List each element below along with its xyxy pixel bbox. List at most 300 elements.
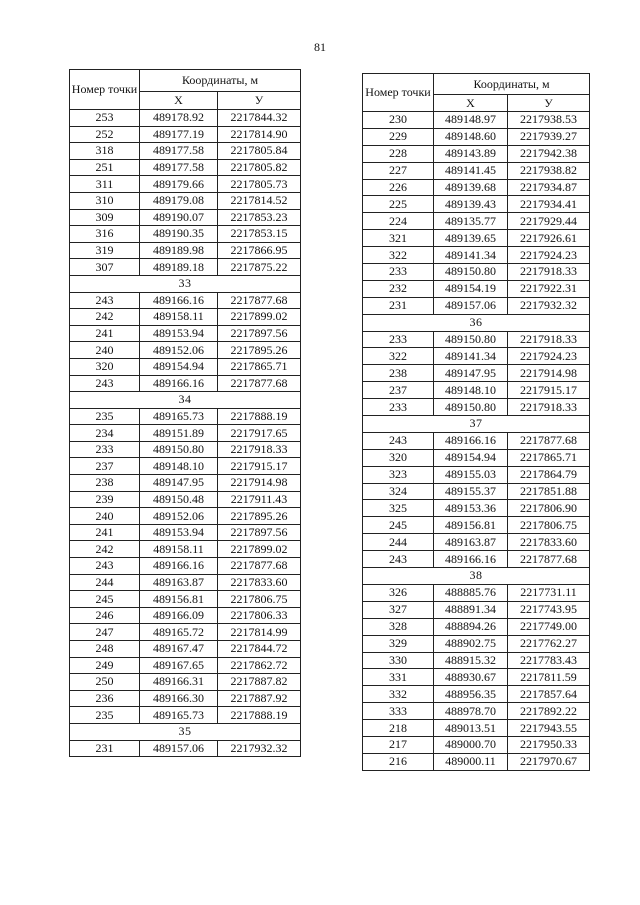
section-row bbox=[70, 392, 301, 409]
y-coordinate-cell: 2217833.60 bbox=[508, 534, 590, 551]
point-number-cell: 310 bbox=[70, 192, 140, 209]
point-number-cell: 232 bbox=[363, 280, 434, 297]
y-coordinate-cell: 2217924.23 bbox=[508, 247, 590, 264]
table-row bbox=[363, 736, 590, 753]
y-coordinate-cell: 2217924.23 bbox=[508, 348, 590, 365]
table-row bbox=[363, 432, 590, 449]
table-row bbox=[70, 159, 301, 176]
table-row bbox=[70, 558, 301, 575]
table-row bbox=[363, 720, 590, 737]
point-number-cell: 241 bbox=[70, 325, 140, 342]
y-coordinate-cell: 2217917.65 bbox=[218, 425, 301, 442]
point-number-cell: 325 bbox=[363, 500, 434, 517]
x-coordinate-cell: 489158.11 bbox=[140, 541, 218, 558]
y-coordinate-cell: 2217805.82 bbox=[218, 159, 301, 176]
y-coordinate-cell: 2217866.95 bbox=[218, 242, 301, 259]
x-coordinate-cell: 489000.11 bbox=[434, 753, 508, 770]
y-coordinate-cell: 2217875.22 bbox=[218, 259, 301, 276]
x-coordinate-cell: 489153.36 bbox=[434, 500, 508, 517]
section-row bbox=[70, 723, 301, 740]
y-coordinate-cell: 2217877.68 bbox=[218, 375, 301, 392]
x-coordinate-cell: 489156.81 bbox=[434, 517, 508, 534]
table-row bbox=[70, 242, 301, 259]
header-x: Х bbox=[140, 92, 218, 110]
table-row bbox=[363, 382, 590, 399]
point-number-cell: 238 bbox=[70, 475, 140, 492]
point-number-cell: 239 bbox=[70, 491, 140, 508]
y-coordinate-cell: 2217897.56 bbox=[218, 524, 301, 541]
x-coordinate-cell: 489165.72 bbox=[140, 624, 218, 641]
x-coordinate-cell: 489139.43 bbox=[434, 196, 508, 213]
y-coordinate-cell: 2217895.26 bbox=[218, 342, 301, 359]
table-row bbox=[363, 753, 590, 770]
point-number-cell: 328 bbox=[363, 618, 434, 635]
y-coordinate-cell: 2217943.55 bbox=[508, 720, 590, 737]
x-coordinate-cell: 489141.34 bbox=[434, 348, 508, 365]
header-y: У bbox=[508, 95, 590, 112]
x-coordinate-cell: 489150.80 bbox=[434, 399, 508, 416]
table-row bbox=[70, 607, 301, 624]
table-row bbox=[70, 674, 301, 691]
point-number-cell: 231 bbox=[363, 297, 434, 314]
point-number-cell: 224 bbox=[363, 213, 434, 230]
header-coordinates: Координаты, м bbox=[140, 70, 301, 92]
y-coordinate-cell: 2217865.71 bbox=[218, 358, 301, 375]
table-row bbox=[70, 491, 301, 508]
point-number-cell: 243 bbox=[363, 551, 434, 568]
y-coordinate-cell: 2217914.98 bbox=[218, 475, 301, 492]
y-coordinate-cell: 2217887.92 bbox=[218, 690, 301, 707]
y-coordinate-cell: 2217844.72 bbox=[218, 641, 301, 658]
table-row bbox=[363, 669, 590, 686]
x-coordinate-cell: 489166.09 bbox=[140, 607, 218, 624]
x-coordinate-cell: 489150.48 bbox=[140, 491, 218, 508]
y-coordinate-cell: 2217888.19 bbox=[218, 408, 301, 425]
table-row bbox=[363, 297, 590, 314]
y-coordinate-cell: 2217805.84 bbox=[218, 143, 301, 160]
section-number: 38 bbox=[363, 568, 590, 585]
y-coordinate-cell: 2217814.99 bbox=[218, 624, 301, 641]
x-coordinate-cell: 489141.45 bbox=[434, 162, 508, 179]
x-coordinate-cell: 489139.65 bbox=[434, 230, 508, 247]
y-coordinate-cell: 2217833.60 bbox=[218, 574, 301, 591]
section-number: 35 bbox=[70, 723, 301, 740]
y-coordinate-cell: 2217877.68 bbox=[218, 292, 301, 309]
point-number-cell: 218 bbox=[363, 720, 434, 737]
x-coordinate-cell: 489148.10 bbox=[140, 458, 218, 475]
y-coordinate-cell: 2217888.19 bbox=[218, 707, 301, 724]
point-number-cell: 245 bbox=[70, 591, 140, 608]
point-number-cell: 242 bbox=[70, 309, 140, 326]
x-coordinate-cell: 489163.87 bbox=[140, 574, 218, 591]
table-row bbox=[363, 652, 590, 669]
x-coordinate-cell: 489166.16 bbox=[434, 551, 508, 568]
y-coordinate-cell: 2217938.82 bbox=[508, 162, 590, 179]
table-row bbox=[363, 584, 590, 601]
x-coordinate-cell: 489177.58 bbox=[140, 143, 218, 160]
coordinates-table-left bbox=[69, 69, 301, 757]
table-row bbox=[70, 292, 301, 309]
table-row bbox=[363, 534, 590, 551]
x-coordinate-cell: 489166.16 bbox=[434, 432, 508, 449]
point-number-cell: 321 bbox=[363, 230, 434, 247]
x-coordinate-cell: 489189.98 bbox=[140, 242, 218, 259]
point-number-cell: 246 bbox=[70, 607, 140, 624]
table-row bbox=[363, 601, 590, 618]
x-coordinate-cell: 489179.08 bbox=[140, 192, 218, 209]
point-number-cell: 316 bbox=[70, 226, 140, 243]
y-coordinate-cell: 2217934.41 bbox=[508, 196, 590, 213]
y-coordinate-cell: 2217895.26 bbox=[218, 508, 301, 525]
table-row bbox=[363, 449, 590, 466]
point-number-cell: 253 bbox=[70, 110, 140, 127]
y-coordinate-cell: 2217805.73 bbox=[218, 176, 301, 193]
point-number-cell: 225 bbox=[363, 196, 434, 213]
table-row bbox=[70, 259, 301, 276]
table-row bbox=[70, 375, 301, 392]
y-coordinate-cell: 2217918.33 bbox=[508, 264, 590, 281]
table-row bbox=[70, 657, 301, 674]
y-coordinate-cell: 2217892.22 bbox=[508, 703, 590, 720]
point-number-cell: 233 bbox=[363, 399, 434, 416]
y-coordinate-cell: 2217877.68 bbox=[508, 432, 590, 449]
x-coordinate-cell: 489167.47 bbox=[140, 641, 218, 658]
x-coordinate-cell: 489190.07 bbox=[140, 209, 218, 226]
point-number-cell: 244 bbox=[363, 534, 434, 551]
y-coordinate-cell: 2217926.61 bbox=[508, 230, 590, 247]
y-coordinate-cell: 2217806.75 bbox=[508, 517, 590, 534]
x-coordinate-cell: 489167.65 bbox=[140, 657, 218, 674]
table-row bbox=[363, 517, 590, 534]
y-coordinate-cell: 2217918.33 bbox=[508, 331, 590, 348]
x-coordinate-cell: 489147.95 bbox=[434, 365, 508, 382]
table-row bbox=[363, 247, 590, 264]
table-row bbox=[363, 635, 590, 652]
y-coordinate-cell: 2217862.72 bbox=[218, 657, 301, 674]
section-row bbox=[70, 275, 301, 292]
table-row bbox=[363, 399, 590, 416]
y-coordinate-cell: 2217938.53 bbox=[508, 112, 590, 129]
table-row bbox=[70, 342, 301, 359]
table-row bbox=[363, 264, 590, 281]
header-y: У bbox=[218, 92, 301, 110]
point-number-cell: 319 bbox=[70, 242, 140, 259]
table-row bbox=[363, 500, 590, 517]
header-coordinates: Координаты, м bbox=[434, 74, 590, 95]
point-number-cell: 251 bbox=[70, 159, 140, 176]
y-coordinate-cell: 2217899.02 bbox=[218, 309, 301, 326]
coordinates-table-right bbox=[362, 73, 590, 771]
x-coordinate-cell: 489177.19 bbox=[140, 126, 218, 143]
y-coordinate-cell: 2217814.90 bbox=[218, 126, 301, 143]
table-row bbox=[70, 209, 301, 226]
y-coordinate-cell: 2217899.02 bbox=[218, 541, 301, 558]
x-coordinate-cell: 489135.77 bbox=[434, 213, 508, 230]
x-coordinate-cell: 489150.80 bbox=[140, 441, 218, 458]
point-number-cell: 229 bbox=[363, 128, 434, 145]
x-coordinate-cell: 489157.06 bbox=[140, 740, 218, 757]
table-row bbox=[363, 280, 590, 297]
point-number-cell: 245 bbox=[363, 517, 434, 534]
header-point-number: Номер точки bbox=[363, 74, 434, 112]
point-number-cell: 320 bbox=[363, 449, 434, 466]
x-coordinate-cell: 489152.06 bbox=[140, 342, 218, 359]
point-number-cell: 320 bbox=[70, 358, 140, 375]
x-coordinate-cell: 489148.10 bbox=[434, 382, 508, 399]
x-coordinate-cell: 489153.94 bbox=[140, 325, 218, 342]
table-row bbox=[363, 618, 590, 635]
point-number-cell: 233 bbox=[363, 331, 434, 348]
x-coordinate-cell: 489155.03 bbox=[434, 466, 508, 483]
x-coordinate-cell: 489155.37 bbox=[434, 483, 508, 500]
point-number-cell: 240 bbox=[70, 342, 140, 359]
table-row bbox=[363, 179, 590, 196]
x-coordinate-cell: 488978.70 bbox=[434, 703, 508, 720]
point-number-cell: 237 bbox=[363, 382, 434, 399]
point-number-cell: 217 bbox=[363, 736, 434, 753]
point-number-cell: 249 bbox=[70, 657, 140, 674]
y-coordinate-cell: 2217851.88 bbox=[508, 483, 590, 500]
point-number-cell: 243 bbox=[70, 375, 140, 392]
point-number-cell: 333 bbox=[363, 703, 434, 720]
point-number-cell: 216 bbox=[363, 753, 434, 770]
y-coordinate-cell: 2217806.75 bbox=[218, 591, 301, 608]
y-coordinate-cell: 2217932.32 bbox=[218, 740, 301, 757]
point-number-cell: 241 bbox=[70, 524, 140, 541]
table-row bbox=[70, 591, 301, 608]
x-coordinate-cell: 489148.97 bbox=[434, 112, 508, 129]
table-row bbox=[363, 703, 590, 720]
table-row bbox=[363, 483, 590, 500]
x-coordinate-cell: 489153.94 bbox=[140, 524, 218, 541]
point-number-cell: 240 bbox=[70, 508, 140, 525]
table-row bbox=[363, 466, 590, 483]
point-number-cell: 309 bbox=[70, 209, 140, 226]
y-coordinate-cell: 2217877.68 bbox=[218, 558, 301, 575]
point-number-cell: 307 bbox=[70, 259, 140, 276]
x-coordinate-cell: 489139.68 bbox=[434, 179, 508, 196]
table-row bbox=[70, 624, 301, 641]
x-coordinate-cell: 489163.87 bbox=[434, 534, 508, 551]
x-coordinate-cell: 489177.58 bbox=[140, 159, 218, 176]
point-number-cell: 322 bbox=[363, 348, 434, 365]
point-number-cell: 330 bbox=[363, 652, 434, 669]
table-row bbox=[70, 541, 301, 558]
point-number-cell: 327 bbox=[363, 601, 434, 618]
table-row bbox=[70, 358, 301, 375]
x-coordinate-cell: 488894.26 bbox=[434, 618, 508, 635]
x-coordinate-cell: 489165.73 bbox=[140, 408, 218, 425]
header-point-number: Номер точки bbox=[70, 70, 140, 110]
point-number-cell: 248 bbox=[70, 641, 140, 658]
y-coordinate-cell: 2217814.52 bbox=[218, 192, 301, 209]
y-coordinate-cell: 2217844.32 bbox=[218, 110, 301, 127]
x-coordinate-cell: 489165.73 bbox=[140, 707, 218, 724]
section-number: 34 bbox=[70, 392, 301, 409]
table-row bbox=[363, 162, 590, 179]
table-row bbox=[70, 110, 301, 127]
table-row bbox=[70, 143, 301, 160]
header-x: Х bbox=[434, 95, 508, 112]
table-row bbox=[70, 408, 301, 425]
x-coordinate-cell: 489152.06 bbox=[140, 508, 218, 525]
table-row bbox=[70, 176, 301, 193]
y-coordinate-cell: 2217911.43 bbox=[218, 491, 301, 508]
section-number: 33 bbox=[70, 275, 301, 292]
table-row bbox=[70, 126, 301, 143]
point-number-cell: 236 bbox=[70, 690, 140, 707]
point-number-cell: 326 bbox=[363, 584, 434, 601]
x-coordinate-cell: 488885.76 bbox=[434, 584, 508, 601]
table-row bbox=[70, 325, 301, 342]
point-number-cell: 242 bbox=[70, 541, 140, 558]
point-number-cell: 332 bbox=[363, 686, 434, 703]
point-number-cell: 226 bbox=[363, 179, 434, 196]
x-coordinate-cell: 489154.94 bbox=[140, 358, 218, 375]
x-coordinate-cell: 488956.35 bbox=[434, 686, 508, 703]
table-row bbox=[363, 128, 590, 145]
point-number-cell: 243 bbox=[70, 292, 140, 309]
point-number-cell: 231 bbox=[70, 740, 140, 757]
point-number-cell: 331 bbox=[363, 669, 434, 686]
point-number-cell: 322 bbox=[363, 247, 434, 264]
x-coordinate-cell: 489178.92 bbox=[140, 110, 218, 127]
y-coordinate-cell: 2217970.67 bbox=[508, 753, 590, 770]
x-coordinate-cell: 489157.06 bbox=[434, 297, 508, 314]
point-number-cell: 329 bbox=[363, 635, 434, 652]
y-coordinate-cell: 2217877.68 bbox=[508, 551, 590, 568]
right-table-body bbox=[363, 112, 590, 771]
y-coordinate-cell: 2217749.00 bbox=[508, 618, 590, 635]
section-row bbox=[363, 416, 590, 433]
y-coordinate-cell: 2217918.33 bbox=[218, 441, 301, 458]
page-number: 81 bbox=[314, 40, 326, 54]
x-coordinate-cell: 489154.19 bbox=[434, 280, 508, 297]
y-coordinate-cell: 2217853.23 bbox=[218, 209, 301, 226]
table-row bbox=[70, 475, 301, 492]
x-coordinate-cell: 488902.75 bbox=[434, 635, 508, 652]
table-row bbox=[70, 508, 301, 525]
x-coordinate-cell: 489000.70 bbox=[434, 736, 508, 753]
y-coordinate-cell: 2217934.87 bbox=[508, 179, 590, 196]
table-row bbox=[363, 112, 590, 129]
point-number-cell: 311 bbox=[70, 176, 140, 193]
y-coordinate-cell: 2217853.15 bbox=[218, 226, 301, 243]
y-coordinate-cell: 2217783.43 bbox=[508, 652, 590, 669]
x-coordinate-cell: 489154.94 bbox=[434, 449, 508, 466]
x-coordinate-cell: 488891.34 bbox=[434, 601, 508, 618]
y-coordinate-cell: 2217865.71 bbox=[508, 449, 590, 466]
table-row bbox=[363, 348, 590, 365]
table-row bbox=[70, 192, 301, 209]
section-number: 36 bbox=[363, 314, 590, 331]
table-row bbox=[70, 690, 301, 707]
table-row bbox=[70, 441, 301, 458]
x-coordinate-cell: 489143.89 bbox=[434, 145, 508, 162]
point-number-cell: 233 bbox=[70, 441, 140, 458]
y-coordinate-cell: 2217942.38 bbox=[508, 145, 590, 162]
point-number-cell: 230 bbox=[363, 112, 434, 129]
point-number-cell: 234 bbox=[70, 425, 140, 442]
section-number: 37 bbox=[363, 416, 590, 433]
y-coordinate-cell: 2217864.79 bbox=[508, 466, 590, 483]
x-coordinate-cell: 489166.30 bbox=[140, 690, 218, 707]
point-number-cell: 235 bbox=[70, 707, 140, 724]
point-number-cell: 250 bbox=[70, 674, 140, 691]
x-coordinate-cell: 489166.16 bbox=[140, 558, 218, 575]
y-coordinate-cell: 2217857.64 bbox=[508, 686, 590, 703]
table-row bbox=[70, 641, 301, 658]
table-row bbox=[70, 458, 301, 475]
section-row bbox=[363, 568, 590, 585]
table-row bbox=[363, 686, 590, 703]
x-coordinate-cell: 489141.34 bbox=[434, 247, 508, 264]
x-coordinate-cell: 489156.81 bbox=[140, 591, 218, 608]
point-number-cell: 323 bbox=[363, 466, 434, 483]
y-coordinate-cell: 2217932.32 bbox=[508, 297, 590, 314]
point-number-cell: 324 bbox=[363, 483, 434, 500]
y-coordinate-cell: 2217897.56 bbox=[218, 325, 301, 342]
point-number-cell: 243 bbox=[70, 558, 140, 575]
point-number-cell: 318 bbox=[70, 143, 140, 160]
x-coordinate-cell: 489166.16 bbox=[140, 375, 218, 392]
y-coordinate-cell: 2217922.31 bbox=[508, 280, 590, 297]
table-row bbox=[70, 524, 301, 541]
point-number-cell: 252 bbox=[70, 126, 140, 143]
y-coordinate-cell: 2217762.27 bbox=[508, 635, 590, 652]
x-coordinate-cell: 489150.80 bbox=[434, 264, 508, 281]
x-coordinate-cell: 489189.18 bbox=[140, 259, 218, 276]
section-row bbox=[363, 314, 590, 331]
y-coordinate-cell: 2217915.17 bbox=[218, 458, 301, 475]
table-row bbox=[70, 425, 301, 442]
point-number-cell: 228 bbox=[363, 145, 434, 162]
table-row bbox=[363, 213, 590, 230]
table-row bbox=[363, 196, 590, 213]
x-coordinate-cell: 489166.16 bbox=[140, 292, 218, 309]
x-coordinate-cell: 489190.35 bbox=[140, 226, 218, 243]
x-coordinate-cell: 489148.60 bbox=[434, 128, 508, 145]
y-coordinate-cell: 2217806.90 bbox=[508, 500, 590, 517]
point-number-cell: 235 bbox=[70, 408, 140, 425]
left-table-body bbox=[70, 110, 301, 757]
y-coordinate-cell: 2217915.17 bbox=[508, 382, 590, 399]
table-row bbox=[363, 551, 590, 568]
y-coordinate-cell: 2217939.27 bbox=[508, 128, 590, 145]
point-number-cell: 237 bbox=[70, 458, 140, 475]
x-coordinate-cell: 489151.89 bbox=[140, 425, 218, 442]
y-coordinate-cell: 2217811.59 bbox=[508, 669, 590, 686]
y-coordinate-cell: 2217731.11 bbox=[508, 584, 590, 601]
table-row bbox=[70, 740, 301, 757]
table-row bbox=[70, 309, 301, 326]
point-number-cell: 233 bbox=[363, 264, 434, 281]
table-row bbox=[70, 707, 301, 724]
table-row bbox=[363, 230, 590, 247]
y-coordinate-cell: 2217950.33 bbox=[508, 736, 590, 753]
table-row bbox=[70, 574, 301, 591]
x-coordinate-cell: 489013.51 bbox=[434, 720, 508, 737]
y-coordinate-cell: 2217929.44 bbox=[508, 213, 590, 230]
table-row bbox=[70, 226, 301, 243]
table-row bbox=[363, 331, 590, 348]
table-row bbox=[363, 145, 590, 162]
point-number-cell: 247 bbox=[70, 624, 140, 641]
y-coordinate-cell: 2217914.98 bbox=[508, 365, 590, 382]
point-number-cell: 243 bbox=[363, 432, 434, 449]
table-row bbox=[363, 365, 590, 382]
y-coordinate-cell: 2217743.95 bbox=[508, 601, 590, 618]
